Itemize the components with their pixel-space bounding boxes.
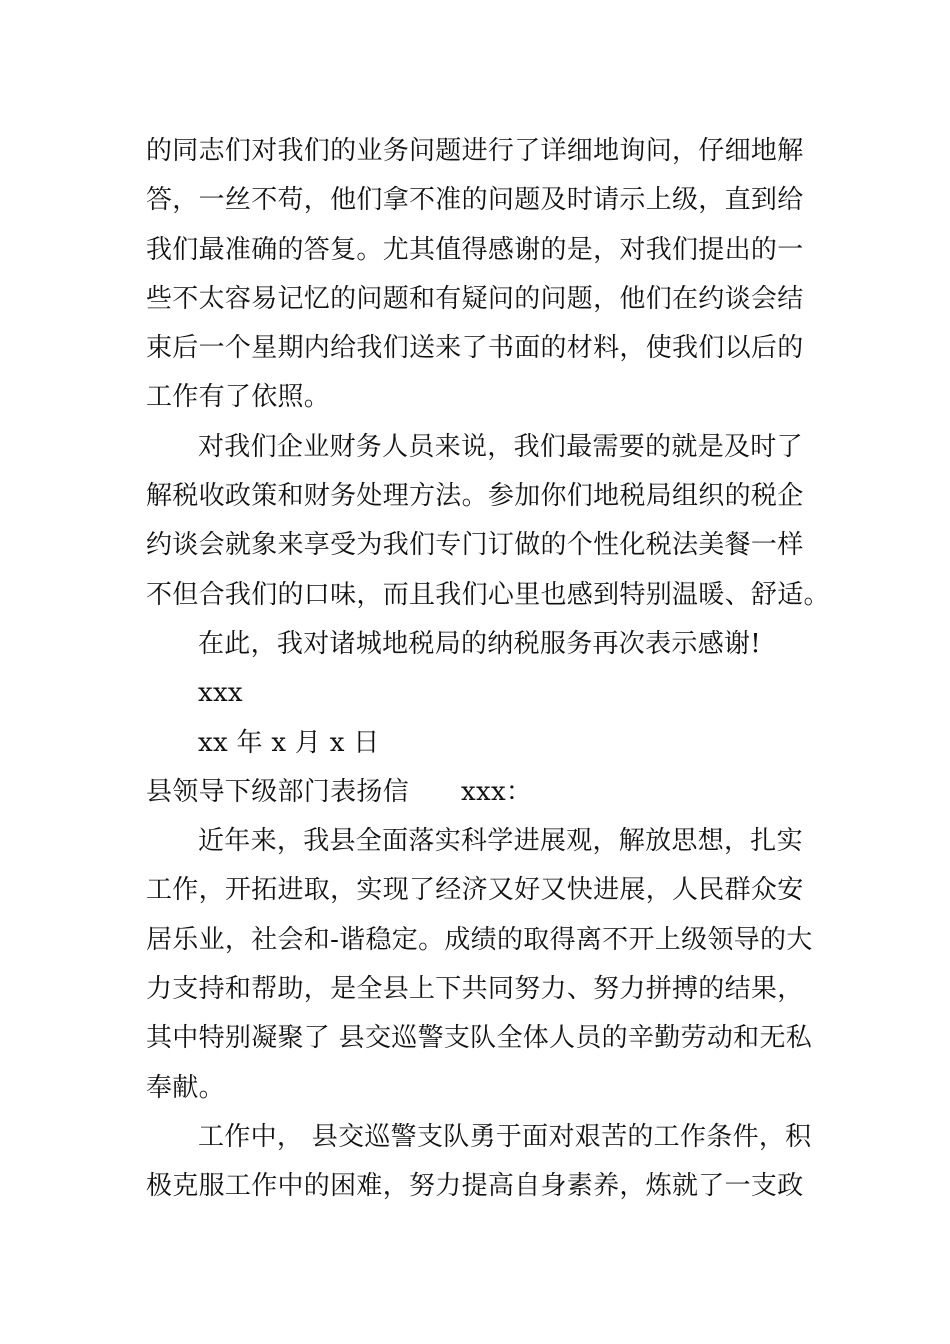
text-line: 对我们企业财务人员来说，我们最需要的就是及时了	[198, 431, 803, 462]
text-line: 奉献。	[146, 1072, 225, 1103]
paragraph-1	[146, 127, 806, 423]
text-line: 居乐业，社会和-谐稳定。成绩的取得离不开上级领导的大	[146, 924, 813, 955]
text-line: 极克服工作中的困难，努力提高自身素养，炼就了一支政	[146, 1171, 804, 1202]
letter-title: 县领导下级部门表扬信	[146, 776, 410, 807]
text-line: 其中特别凝聚了 县交巡警支队全体人员的辛勤劳动和无私	[146, 1023, 813, 1054]
document-page	[146, 127, 830, 1212]
text-line: 工作有了依照。	[146, 382, 331, 413]
paragraph-2	[146, 423, 830, 620]
signature: xxx	[198, 678, 243, 709]
closing-line: 在此，我对诸城地税局的纳税服务再次表示感谢!	[198, 628, 762, 659]
text-line: 答，一丝不苟，他们拿不准的问题及时请示上级，直到给	[146, 185, 804, 216]
text-line: 力支持和帮助，是全县上下共同努力、努力拼搏的结果，	[146, 974, 804, 1005]
text-line: 工作，开拓进取，实现了经济又好又快进展，人民群众安	[146, 875, 804, 906]
text-line: 我们最准确的答复。尤其值得感谢的是，对我们提出的一	[146, 234, 804, 265]
date-line: xx 年 x 月 x 日	[198, 727, 380, 758]
text-line: 些不太容易记忆的问题和有疑问的问题，他们在约谈会结	[146, 283, 804, 314]
text-line: 的同志们对我们的业务问题进行了详细地询问，仔细地解	[146, 136, 804, 166]
text-line: 约谈会就象来享受为我们专门订做的个性化税法美餐一样	[146, 530, 804, 561]
text-line: 束后一个星期内给我们送来了书面的材料，使我们以后的	[146, 333, 804, 364]
text-line: 不但合我们的口味，而且我们心里也感到特别温暖、舒适。	[146, 579, 830, 610]
paragraph-4	[146, 1113, 812, 1212]
paragraph-3	[146, 817, 813, 1113]
text-line: 近年来，我县全面落实科学进展观，解放思想，扎实	[198, 826, 803, 857]
text-line: 工作中， 县交巡警支队勇于面对艰苦的工作条件，积	[198, 1121, 812, 1152]
letter-heading	[146, 768, 806, 817]
text-line: 解税收政策和财务处理方法。参加你们地税局组织的税企	[146, 481, 804, 512]
letter-salutation: xxx：	[461, 776, 533, 807]
